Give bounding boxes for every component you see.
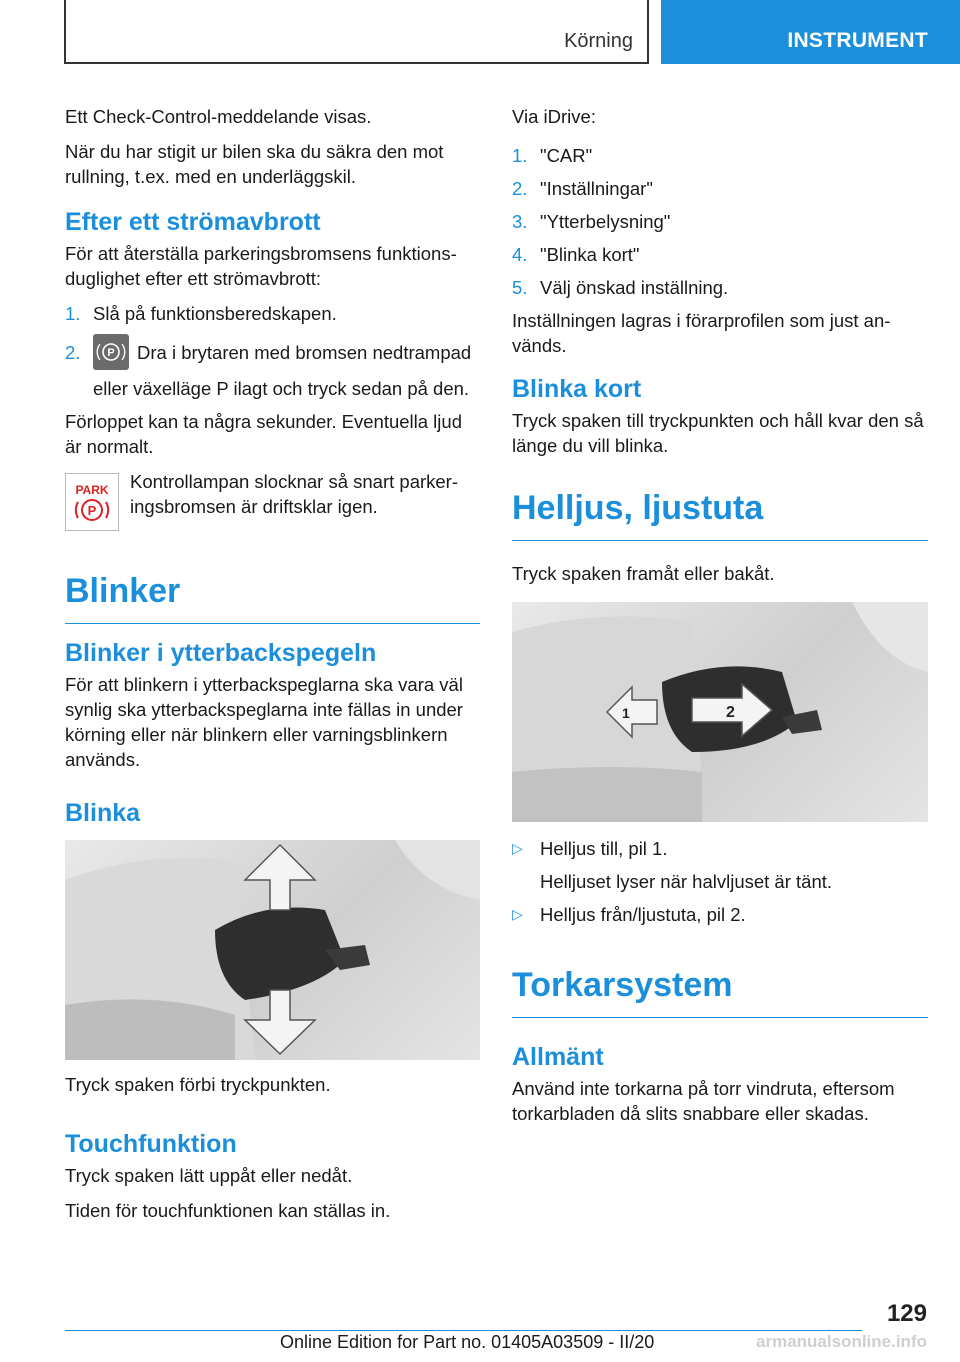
heading-blinker: Blinker (65, 571, 480, 624)
list-subtext: Helljuset lyser när halvljuset är tänt. (540, 871, 833, 892)
heading-wiper: Torkarsystem (512, 965, 928, 1018)
list-text: Slå på funktionsberedskapen. (93, 303, 337, 324)
lever-forward-back-image (512, 602, 928, 822)
list-number: 2. (65, 342, 81, 363)
idrive-steps-list (512, 143, 928, 300)
left-column (65, 104, 480, 1233)
triangle-bullet-icon: ▷ (512, 906, 523, 922)
triangle-bullet-icon: ▷ (512, 840, 523, 856)
list-item (512, 176, 928, 201)
paragraph: För att blinkern i ytterbackspeglarna ska vara väl synlig ska ytterbackspeglarna inte fällas in under körning eller när blinkern eller varningsblinkern används. (65, 674, 463, 770)
parking-brake-switch-icon (93, 334, 129, 370)
paragraph: Ett Check-Control-meddelande visas. (65, 106, 372, 127)
list-item (65, 301, 480, 326)
list-number: 1. (512, 145, 528, 166)
power-steps-list (65, 301, 480, 401)
list-text: Helljus till, pil 1. (540, 838, 668, 859)
arrow-2-label: 2 (726, 704, 735, 721)
paragraph: Tryck spaken till tryckpunkten och håll kvar den så länge du vill blinka. (512, 410, 924, 456)
heading-general: Allmänt (512, 1043, 604, 1071)
paragraph: Inställningen lagras i förarprofilen som just används. (512, 310, 891, 356)
list-item (512, 242, 928, 267)
paragraph: Tryck spaken lätt uppåt eller nedåt. (65, 1165, 353, 1186)
list-item (512, 209, 928, 234)
heading-power-failure: Efter ett strömavbrott (65, 208, 321, 236)
header-chapter-tab (661, 0, 960, 64)
page-number: 129 (886, 1300, 927, 1327)
heading-high-beam: Helljus, ljustuta (512, 488, 928, 541)
list-number: 1. (65, 303, 81, 324)
paragraph: Via iDrive: (512, 106, 596, 127)
list-item (65, 340, 480, 401)
paragraph: När du har stigit ur bilen ska du säkra den mot rullning, t.ex. med en underläggskil. (65, 141, 444, 187)
heading-touch-function: Touchfunktion (65, 1130, 237, 1158)
arrow-1-label: 1 (622, 705, 630, 721)
lever-up-down-image (65, 840, 480, 1060)
list-number: 5. (512, 277, 528, 298)
list-item (512, 902, 928, 927)
paragraph: Förloppet kan ta några sekunder. Eventuella ljud är normalt. (65, 411, 462, 457)
header-section-title: Körning (564, 30, 633, 52)
list-text: "Ytterbelysning" (540, 211, 671, 232)
svg-text:P: P (87, 503, 97, 518)
up-arrow-icon (245, 845, 315, 910)
footer-divider (65, 1330, 862, 1331)
down-arrow-icon (245, 990, 315, 1054)
list-text: Helljus från/ljustuta, pil 2. (540, 904, 746, 925)
list-number: 3. (512, 211, 528, 232)
paragraph: Tiden för touchfunktionen kan ställas in. (65, 1200, 391, 1221)
paragraph: Tryck spaken framåt eller bakåt. (512, 563, 775, 584)
high-beam-bullets (512, 836, 928, 927)
right-column (512, 104, 928, 1136)
list-text: "CAR" (540, 145, 593, 166)
indicator-block (65, 465, 480, 543)
heading-mirror-blinker: Blinker i ytterbackspegeln (65, 639, 377, 667)
list-text: "Inställningar" (540, 178, 653, 199)
list-text: "Blinka kort" (540, 244, 640, 265)
header-section-tab (64, 0, 649, 64)
paragraph: Kontrollampan slocknar så snart parkeringsbromsen är driftsklar igen. (130, 471, 459, 517)
list-number: 4. (512, 244, 528, 265)
list-text: Dra i brytaren med bromsen nedtrampad eller växelläge P ilagt och tryck sedan på den. (93, 342, 472, 399)
watermark: armanualsonline.info (756, 1332, 927, 1351)
heading-blink-short: Blinka kort (512, 375, 642, 403)
paragraph: Använd inte torkarna på torr vindruta, eftersom torkarbladen då slits snabbare eller skadas. (512, 1078, 895, 1124)
svg-text:P: P (107, 347, 115, 359)
list-item (512, 143, 928, 168)
heading-blinka: Blinka (65, 799, 141, 827)
paragraph: Tryck spaken förbi tryckpunkten. (65, 1074, 331, 1095)
paragraph: För att återställa parkeringsbromsens funktionsduglighet efter ett strömavbrott: (65, 243, 457, 289)
list-item (512, 275, 928, 300)
list-text: Välj önskad inställning. (540, 277, 729, 298)
park-text: PARK (75, 483, 109, 497)
list-item (512, 836, 928, 894)
list-number: 2. (512, 178, 528, 199)
edition-text: Online Edition for Part no. 01405A03509 - II/20 (280, 1332, 655, 1352)
header-chapter-title: INSTRUMENT (787, 29, 928, 52)
park-indicator-icon (65, 473, 119, 531)
